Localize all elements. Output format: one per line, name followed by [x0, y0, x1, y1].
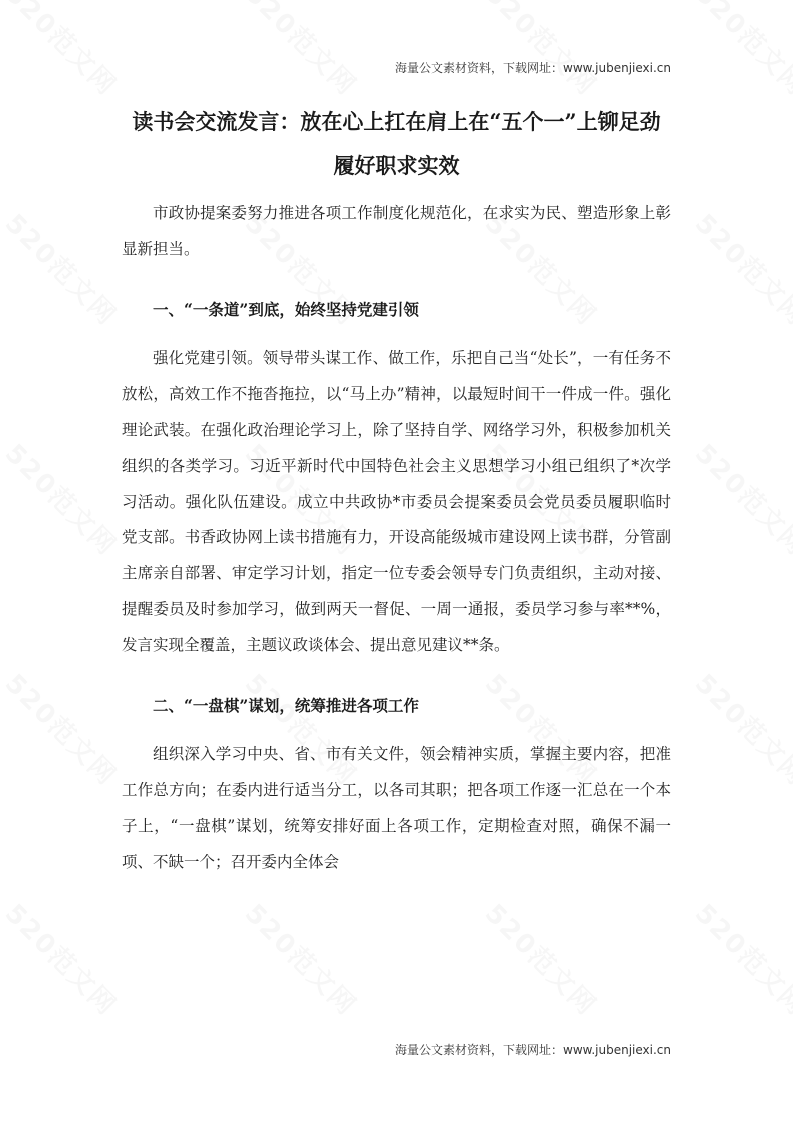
watermark — [0, 204, 126, 332]
section-gap — [122, 664, 671, 688]
watermark — [688, 204, 793, 332]
document-title: 读书会交流发言：放在心上扛在肩上在“五个一”上铆足劲履好职求实效 — [132, 109, 661, 178]
intro-paragraph: 市政协提案委努力推进各项工作制度化规范化，在求实为民、塑造形象上彰显新担当。 — [122, 204, 671, 258]
section-gap — [122, 723, 671, 737]
watermark — [688, 434, 793, 562]
watermark — [478, 0, 606, 103]
section-paragraph: 强化党建引领。领导带头谋工作、做工作，乐把自己当“处长”，一有任务不放松，高效工作不拖沓拖拉，以“马上办”精神，以最短时间干一件成一件。强化理论武装。在强化政治理论学习上，除了坚持自学、网络学习外，积极参加机关组织的各类学习。习近平新时代中国特色社会主义思想学习小组已组织了*次学习活动。强化队伍建设。成立中共政协*市委员会提案委员会党员委员履职临时党支部。书香政协网上读书措施有力，开设高能级城市建设网上读书群，分管副主席亲自部署、审定学习计划，指定一位专委会领导专门负责组织，主动对接、提醒委员及时参加学习，做到两天一督促、一周一通报，委员学习参与率**%，发言实现全覆盖，主题议政谈体会、提出意见建议**条。 — [122, 349, 671, 654]
section-gap — [122, 268, 671, 292]
watermark — [0, 894, 126, 1022]
footer-note: 海量公文素材资料，下载网址：www.jubenjiexi.cn — [395, 1043, 671, 1057]
watermark — [238, 894, 366, 1022]
watermark — [0, 434, 126, 562]
watermark — [0, 664, 126, 792]
section-paragraph: 组织深入学习中央、省、市有关文件，领会精神实质，掌握主要内容，把准工作总方向；在委内进行适当分工，以各司其职；把各项工作逐一汇总在一个本子上，“一盘棋”谋划，统筹安排好面上各项工作，定期检查对照，确保不漏一项、不缺一个；召开委内全体会 — [122, 745, 671, 871]
watermark — [688, 0, 793, 103]
watermark — [688, 894, 793, 1022]
section-gap — [122, 327, 671, 341]
section-heading: 二、“一盘棋”谋划，统筹推进各项工作 — [153, 695, 419, 715]
watermark — [478, 894, 606, 1022]
watermark — [238, 0, 366, 103]
document-body — [122, 196, 671, 881]
section-heading: 一、“一条道”到底，始终坚持党建引领 — [153, 299, 419, 319]
header-note: 海量公文素材资料，下载网址：www.jubenjiexi.cn — [395, 61, 671, 75]
watermark — [0, 0, 126, 103]
watermark — [688, 664, 793, 792]
